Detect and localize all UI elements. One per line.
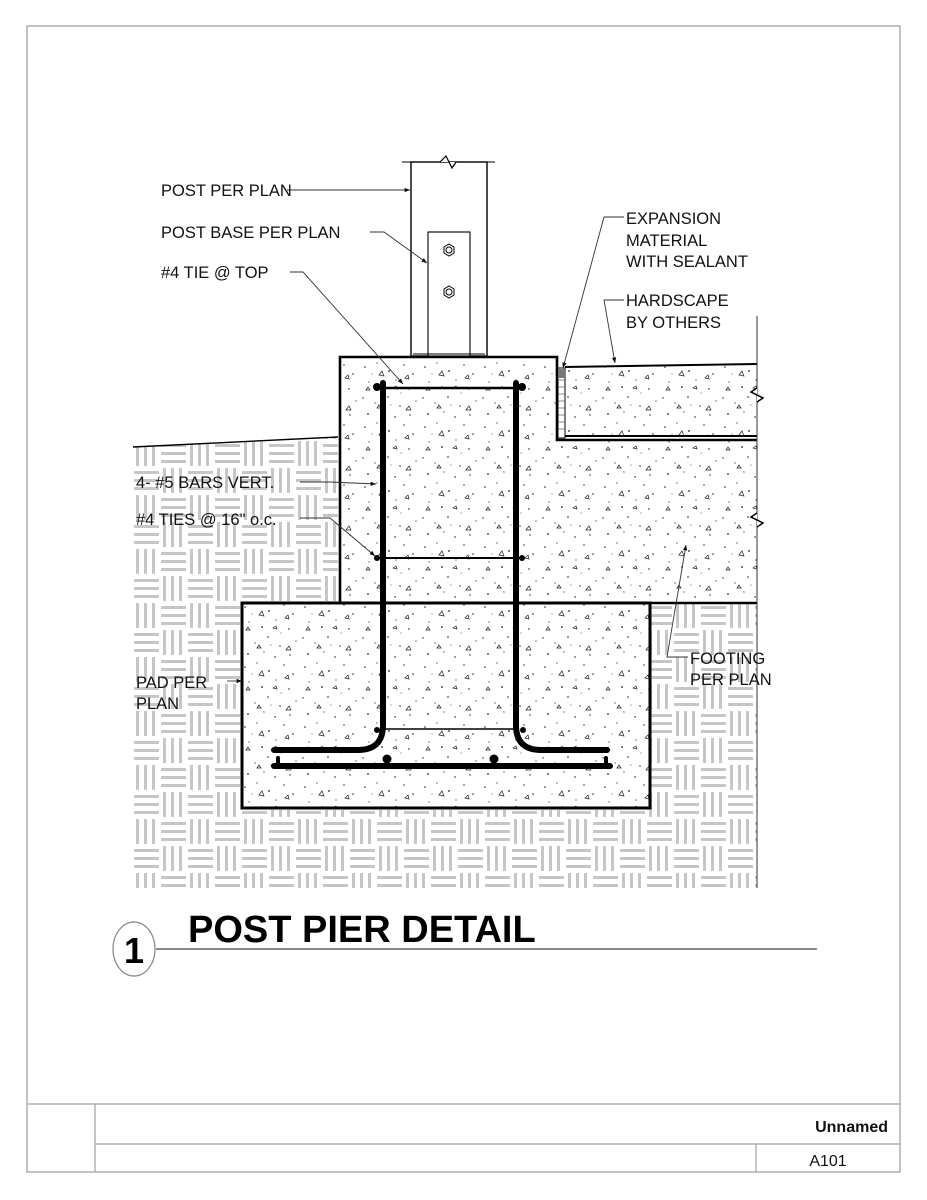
label-hardscape-1: HARDSCAPE <box>626 292 729 310</box>
detail-number: 1 <box>123 930 145 971</box>
label-pad-2: PLAN <box>136 695 180 713</box>
label-footing-2: PER PLAN <box>690 671 772 689</box>
project-name: Unnamed <box>815 1119 888 1136</box>
label-ties-oc: #4 TIES @ 16" o.c. <box>136 511 277 529</box>
label-post-base: POST BASE PER PLAN <box>161 224 341 242</box>
expansion-joint <box>558 368 565 438</box>
label-tie-top: #4 TIE @ TOP <box>161 264 269 282</box>
label-expansion-3: WITH SEALANT <box>626 253 748 271</box>
label-expansion-1: EXPANSION <box>626 210 722 228</box>
label-bars-vert: 4- #5 BARS VERT. <box>136 474 275 492</box>
label-footing-1: FOOTING <box>690 650 766 668</box>
drawing-title: POST PIER DETAIL <box>188 909 536 951</box>
label-expansion-2: MATERIAL <box>626 232 708 250</box>
label-post: POST PER PLAN <box>161 182 292 200</box>
post <box>402 156 495 356</box>
title-block <box>27 1104 900 1172</box>
label-pad-1: PAD PER <box>136 674 208 692</box>
detail-title <box>113 909 817 976</box>
label-hardscape-2: BY OTHERS <box>626 314 722 332</box>
sheet-number: A101 <box>809 1153 847 1170</box>
